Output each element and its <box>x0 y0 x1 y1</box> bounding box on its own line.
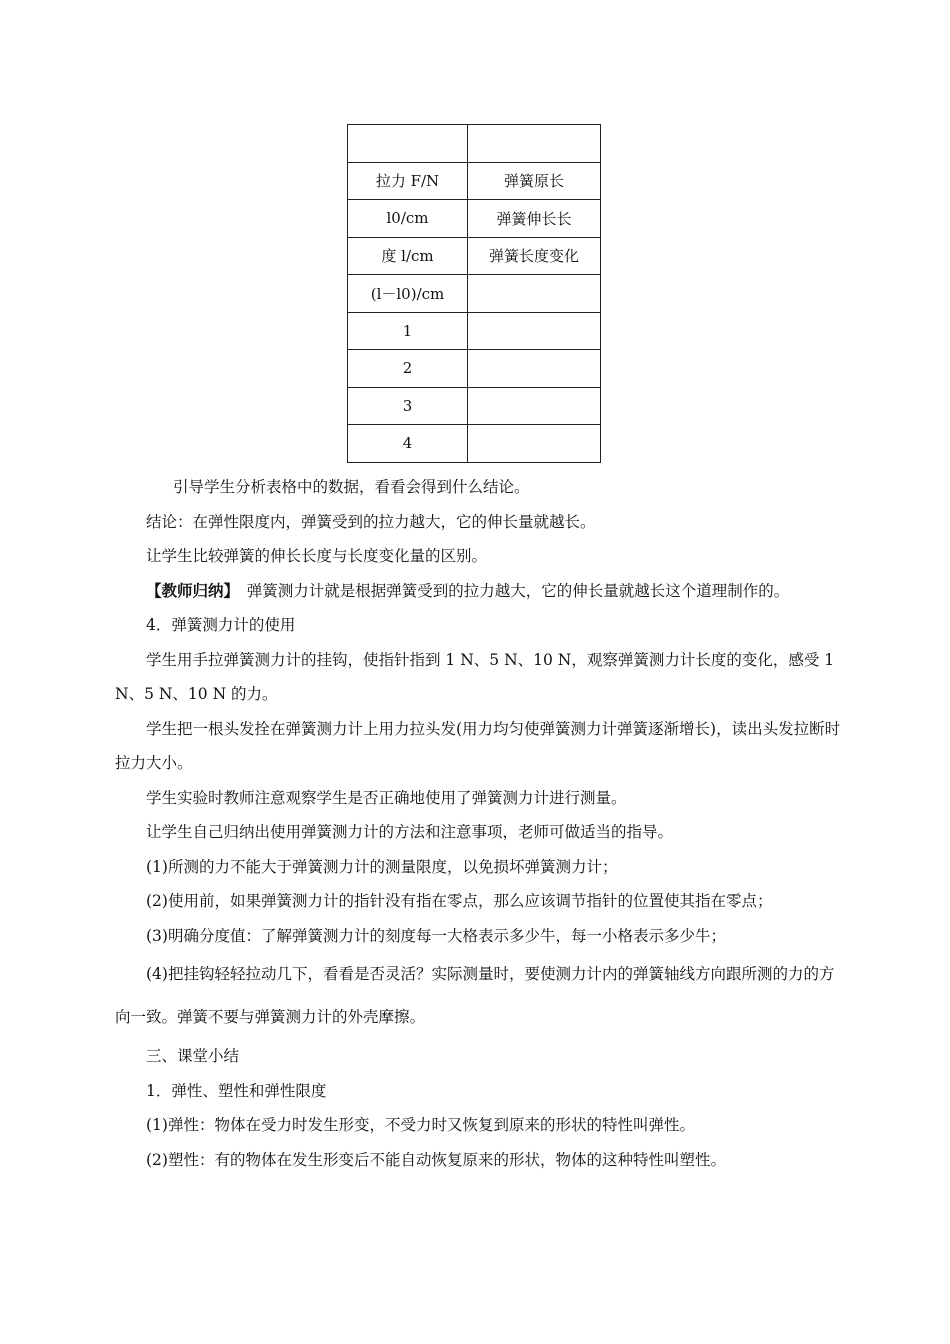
table-cell: 1 <box>348 312 468 350</box>
paragraph: 让学生自己归纳出使用弹簧测力计的方法和注意事项，老师可做适当的指导。 <box>146 823 674 841</box>
table-cell: l0/cm <box>348 200 468 238</box>
paragraph-text: 弹簧测力计就是根据弹簧受到的拉力越大，它的伸长量就越长这个道理制作的。 <box>231 581 790 600</box>
table-row <box>348 237 601 275</box>
paragraph: 引导学生分析表格中的数据，看看会得到什么结论。 <box>173 478 530 496</box>
section-heading: 三、课堂小结 <box>146 1047 240 1065</box>
table-cell: 拉力 F/N <box>348 162 468 200</box>
data-table-body <box>348 125 601 463</box>
table-cell <box>468 312 601 350</box>
list-item: (2)塑性：有的物体在发生形变后不能自动恢复原来的形状，物体的这种特性叫塑性。 <box>146 1150 726 1169</box>
table-row <box>348 200 601 238</box>
table-cell <box>468 125 601 163</box>
table-cell: 3 <box>348 387 468 425</box>
table-cell <box>468 425 601 463</box>
table-cell <box>468 387 601 425</box>
table-row <box>348 162 601 200</box>
section-heading: 4．弹簧测力计的使用 <box>146 616 296 634</box>
table-cell <box>348 125 468 163</box>
table-cell: 4 <box>348 425 468 463</box>
table-cell <box>468 350 601 388</box>
table-row <box>348 125 601 163</box>
table-row <box>348 350 601 388</box>
paragraph: 让学生比较弹簧的伸长长度与长度变化量的区别。 <box>146 547 488 565</box>
table-cell: (l－l0)/cm <box>348 275 468 313</box>
table-cell: 弹簧伸长长 <box>468 200 601 238</box>
table-cell <box>468 275 601 313</box>
table-row <box>348 312 601 350</box>
table-row <box>348 387 601 425</box>
table-row <box>348 275 601 313</box>
subsection-heading: 1．弹性、塑性和弹性限度 <box>146 1081 327 1100</box>
paragraph: 结论：在弹性限度内，弹簧受到的拉力越大，它的伸长量就越长。 <box>146 512 596 531</box>
table-row <box>348 425 601 463</box>
paragraph: 学生用手拉弹簧测力计的挂钩，使指针指到 1 N、5 N、10 N，观察弹簧测力计长度的变化，感受 1 N、5 N、10 N 的力。 <box>115 650 835 703</box>
table-cell: 弹簧原长 <box>468 162 601 200</box>
table-cell: 度 l/cm <box>348 237 468 275</box>
paragraph: 学生把一根头发拴在弹簧测力计上用力拉头发(用力均匀使弹簧测力计弹簧逐渐增长)，读出头发拉断时拉力大小。 <box>115 719 841 772</box>
table-cell: 2 <box>348 350 468 388</box>
body-text <box>115 470 845 1177</box>
list-item: (4)把挂钩轻轻拉动几下，看看是否灵活？实际测量时，要使测力计内的弹簧轴线方向跟所测的力的方向一致。弹簧不要与弹簧测力计的外壳摩擦。 <box>115 965 835 1026</box>
list-item: (1)所测的力不能大于弹簧测力计的测量限度，以免损坏弹簧测力计； <box>146 857 618 876</box>
list-item: (2)使用前，如果弹簧测力计的指针没有指在零点，那么应该调节指针的位置使其指在零点； <box>146 892 773 910</box>
list-item: (1)弹性：物体在受力时发生形变，不受力时又恢复到原来的形状的特性叫弹性。 <box>146 1116 695 1134</box>
table-cell: 弹簧长度变化 <box>468 237 601 275</box>
paragraph <box>115 574 845 609</box>
list-item: (3)明确分度值：了解弹簧测力计的刻度每一大格表示多少牛，每一小格表示多少牛； <box>146 926 726 945</box>
paragraph: 学生实验时教师注意观察学生是否正确地使用了弹簧测力计进行测量。 <box>146 788 627 807</box>
data-table <box>347 124 601 463</box>
teacher-summary-tag: 【教师归纳】 <box>146 580 232 600</box>
